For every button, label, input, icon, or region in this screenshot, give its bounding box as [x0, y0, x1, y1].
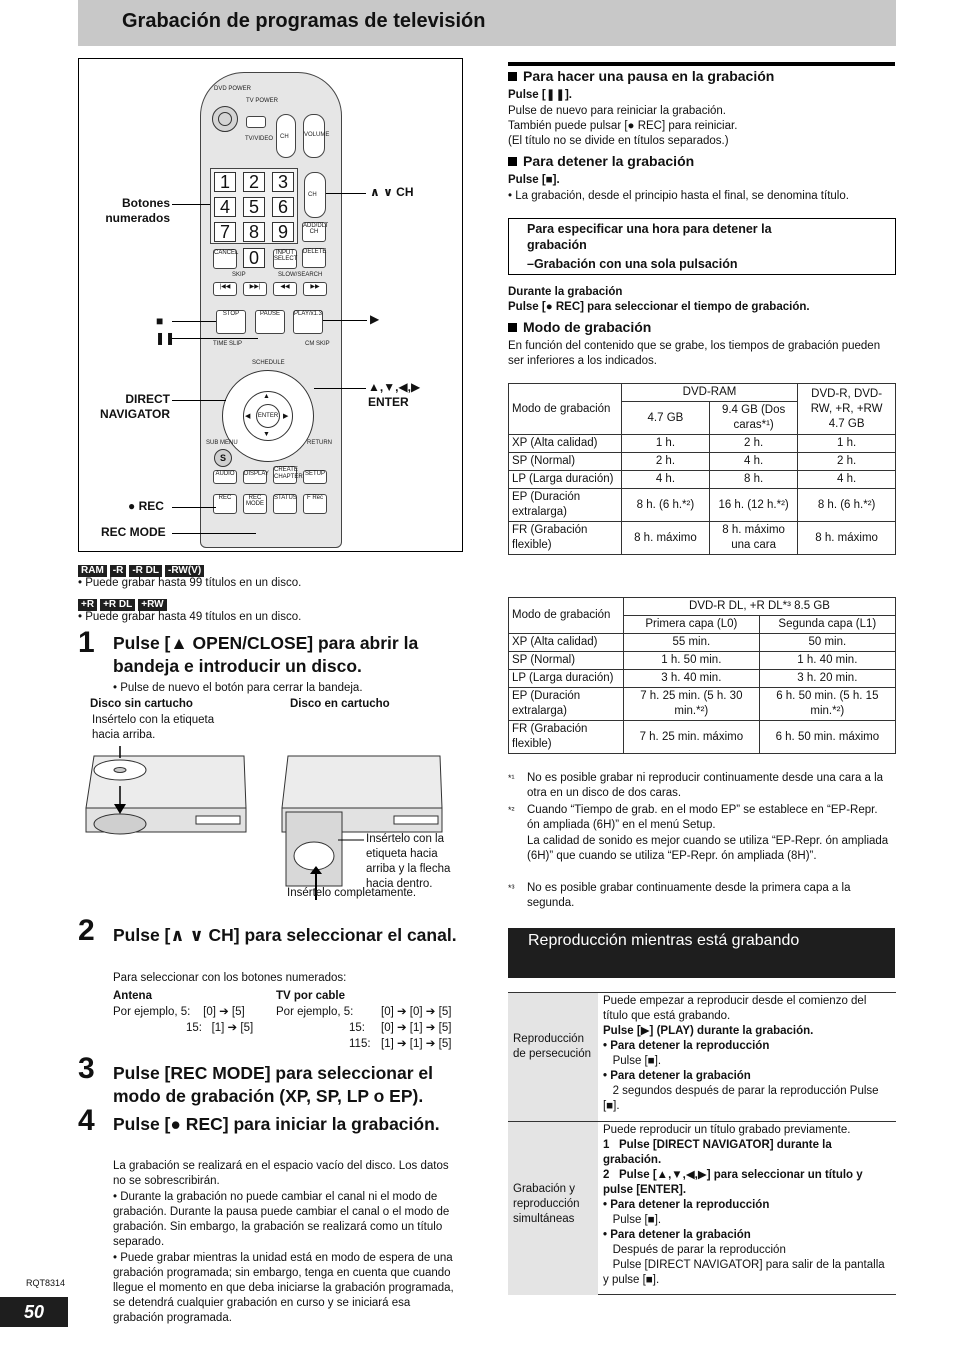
- rec-mode-key: REC MODE: [243, 494, 267, 514]
- simultaneous-line: • Para detener la reproducción: [603, 1199, 770, 1211]
- callout-line: [172, 533, 256, 534]
- footnote-2a: Cuando “Tiempo de grab. en el modo EP” se establece en “EP-Repr. ón ampliada (6H)” en el menú Setup.: [527, 804, 878, 831]
- step-4-bullet-2: • Puede grabar mientras la unidad está en modo de espera de una grabación programada; sin embargo, tenga en cuenta que cuando llegue el momento en que deba iniciarse la grabación programada, se detendrá cualquier grabación en curso y se iniciará esa grabación programada.: [113, 1252, 454, 1324]
- add-dlt-ch-key: ADD/DLT CH: [302, 222, 326, 242]
- step-2-heading: Pulse [∧ ∨ CH] para seleccionar el canal.: [113, 925, 457, 945]
- table-row: SP (Normal) 1 h. 50 min. 1 h. 40 min.: [509, 652, 896, 670]
- table-header: DVD-RAM: [621, 384, 797, 402]
- simultaneous-line: 2 Pulse [▲,▼,◀,▶] para seleccionar un título y pulse [ENTER].: [603, 1169, 866, 1196]
- chase-play-line: Pulse [▶] (PLAY) durante la grabación.: [603, 1025, 814, 1037]
- dvd-power-button: [212, 106, 238, 132]
- audio-key: AUDIO: [213, 470, 237, 484]
- table-row: XP (Alta calidad) 55 min. 50 min.: [509, 634, 896, 652]
- one-touch-subtitle: –Grabación con una sola pulsación: [527, 257, 738, 271]
- label-disc-no-cartridge: Disco sin cartucho: [90, 698, 193, 710]
- chase-play-label-cell: [508, 993, 598, 1121]
- number-key: 1: [214, 172, 236, 192]
- fast-forward-key: ▶▶: [303, 282, 327, 296]
- callout-line: [172, 338, 258, 339]
- rewind-key: ◀◀: [273, 282, 297, 296]
- shortcut-s-key: S: [214, 449, 232, 467]
- playback-table: [508, 992, 896, 1295]
- square-bullet-icon: [508, 157, 517, 166]
- number-key: 0: [243, 248, 265, 268]
- table-row: EP (Duración extralarga) 7 h. 25 min. (5 h. 30 min.*²) 6 h. 50 min. (5 h. 15 min.*²): [509, 688, 896, 721]
- mode-heading: Modo de grabación: [508, 319, 651, 335]
- enter-key: ENTER: [256, 404, 280, 428]
- remote-key-label: TV POWER: [246, 98, 279, 104]
- arrow-up-icon: ▲: [263, 393, 270, 400]
- cartridge-instruction-2: Insértelo completamente.: [287, 887, 417, 899]
- callout-play: ▶: [370, 312, 380, 326]
- simultaneous-line: Pulse [DIRECT NAVIGATOR] para salir de la pantalla y pulse [■].: [603, 1259, 888, 1286]
- document-code: RQT8314: [26, 1278, 66, 1288]
- antena-example-2: 15: [1] ➔ [5]: [186, 1022, 254, 1034]
- page-title: Grabación de programas de televisión: [122, 10, 486, 32]
- delete-key: DELETE: [302, 248, 326, 268]
- remote-key-label: SLOW/SEARCH: [278, 272, 323, 278]
- play-key: PLAY/x1.3: [293, 310, 323, 334]
- cable-example-label: Por ejemplo, 5:: [276, 1006, 354, 1018]
- disc-badge: +R: [78, 599, 97, 611]
- f-rec-key: F Rec: [303, 494, 327, 514]
- table-header: DVD-R, DVD-RW, +R, +RW 4.7 GB: [798, 384, 896, 435]
- callout-stop: ■: [156, 314, 164, 328]
- remote-key-label: CH: [280, 134, 289, 140]
- recording-time-table-1: [508, 383, 896, 555]
- step-2-number: 2: [78, 914, 95, 947]
- footnote-3: No es posible grabar continuamente desde la primera capa a la segunda.: [527, 882, 851, 909]
- pause-line-1: Pulse [❚❚].: [508, 89, 573, 101]
- callout-pause: ❚❚: [155, 331, 176, 345]
- setup-key: SETUP: [303, 470, 327, 484]
- step-3-heading: Pulse [REC MODE] para seleccionar el modo de grabación (XP, SP, LP o EP).: [113, 1063, 433, 1106]
- pause-key: PAUSE: [255, 310, 285, 334]
- table-header: Modo de grabación: [509, 384, 622, 435]
- page-number: 50: [0, 1297, 68, 1327]
- cable-example-value: [0] ➔ [0] ➔ [5]: [381, 1006, 452, 1018]
- disc-badges-group1: [78, 562, 207, 577]
- callout-direct-navigator: DIRECT NAVIGATOR: [99, 392, 170, 421]
- playback-section-heading: Reproducción mientras está grabando: [508, 928, 895, 978]
- footnote-marker: *¹: [508, 773, 515, 783]
- status-key: STATUS: [273, 494, 297, 514]
- table-row: EP (Duración extralarga) 8 h. (6 h.*²) 16 h. (12 h.*²) 8 h. (6 h.*²): [509, 489, 896, 522]
- remote-key-label: CH: [308, 192, 317, 198]
- footnote-marker: *²: [508, 805, 515, 815]
- remote-key-label: SCHEDULE: [252, 360, 285, 366]
- remote-key-label: CM SKIP: [305, 341, 330, 347]
- table-header: 9.4 GB (Dos caras*¹): [710, 402, 798, 435]
- number-key: 5: [243, 197, 265, 217]
- stop-line-1: Pulse [■].: [508, 174, 560, 186]
- step-4-bullet-1: • Durante la grabación no puede cambiar el canal ni el modo de grabación. Durante la pausa puede cambiar el canal o el modo de grabación. Sin embargo, la grabación se realizará como un título separado.: [113, 1191, 450, 1248]
- disc-badge: -R: [110, 565, 127, 577]
- table-header: Modo de grabación: [509, 598, 624, 634]
- disc-note-1: • Puede grabar hasta 99 títulos en un disco.: [78, 577, 302, 589]
- title-bar: [78, 0, 896, 46]
- table-row: FR (Grabación flexible) 7 h. 25 min. máximo 6 h. 50 min. máximo: [509, 721, 896, 754]
- simultaneous-line: 1 Pulse [DIRECT NAVIGATOR] durante la grabación.: [603, 1139, 835, 1166]
- chase-play-line: Puede empezar a reproducir desde el comienzo del título que está grabando.: [603, 995, 870, 1022]
- simultaneous-line: • Para detener la grabación: [603, 1229, 751, 1241]
- callout-line: [172, 321, 216, 322]
- disc-badges-group2: [78, 596, 170, 611]
- remote-key-label: RETURN: [307, 440, 332, 446]
- callout-line: [172, 204, 210, 205]
- during-line-1: Durante la grabación: [508, 286, 623, 298]
- step-4-paragraph: La grabación se realizará en el espacio vacío del disco. Los datos no se sobrescribirán.: [113, 1160, 449, 1187]
- step-4-heading: Pulse [● REC] para iniciar la grabación.: [113, 1114, 440, 1134]
- table-row: LP (Larga duración) 3 h. 40 min. 3 h. 20 min.: [509, 670, 896, 688]
- disc-note-2: • Puede grabar hasta 49 títulos en un disco.: [78, 611, 302, 623]
- simultaneous-description: [603, 1123, 893, 1288]
- remote-key-label: DVD POWER: [214, 86, 252, 92]
- arrow-right-icon: ▶: [283, 413, 289, 420]
- step-1-note: • Pulse de nuevo el botón para cerrar la bandeja.: [113, 682, 363, 694]
- tv-power-button: [246, 116, 266, 128]
- footnote-1: No es posible grabar ni reproducir continuamente desde una cara a la otra en un disco de dos caras.: [527, 772, 884, 799]
- chase-play-line: • Para detener la grabación: [603, 1070, 751, 1082]
- chase-play-line: 2 segundos después de parar la reproducción Pulse [■].: [603, 1085, 882, 1112]
- pause-line-4: (El título no se divide en títulos separados.): [508, 135, 729, 147]
- pause-line-2: Pulse de nuevo para reiniciar la grabación.: [508, 105, 726, 117]
- callout-line: [314, 388, 366, 389]
- chase-play-line: Pulse [■].: [603, 1055, 662, 1067]
- stop-line-2: • La grabación, desde el principio hasta el final, se denomina título.: [508, 190, 849, 202]
- callout-line: [326, 193, 366, 194]
- simultaneous-label: Grabación y reproducción simultáneas: [513, 1183, 580, 1225]
- pause-line-3: También puede pulsar [● REC] para reiniciar.: [508, 120, 738, 132]
- label-antena: Antena: [113, 990, 152, 1002]
- remote-key-label: VOLUME: [304, 132, 330, 138]
- step-2-intro: Para seleccionar con los botones numerados:: [113, 972, 347, 984]
- recording-time-table-2: [508, 597, 896, 754]
- number-key: 8: [243, 222, 265, 242]
- label-tv-cable: TV por cable: [276, 990, 346, 1002]
- number-key: 9: [272, 222, 294, 242]
- callout-line: [323, 320, 367, 321]
- step-1-number: 1: [78, 626, 95, 659]
- number-key: 4: [214, 197, 236, 217]
- disc-badge: RAM: [78, 565, 107, 577]
- number-key: 2: [243, 172, 265, 192]
- disc-badge: -RW(V): [165, 565, 204, 577]
- table-header: Segunda capa (L1): [759, 616, 895, 634]
- chase-play-line: • Para detener la reproducción: [603, 1040, 770, 1052]
- input-select-key: INPUT SELECT: [273, 249, 297, 269]
- callout-arrows-enter: ▲,▼,◀,▶ ENTER: [368, 380, 421, 409]
- table-header: 4.7 GB: [621, 402, 709, 435]
- mode-text: En función del contenido que se grabe, los tiempos de grabación pueden ser inferiores a los indicados.: [508, 340, 881, 367]
- square-bullet-icon: [508, 323, 517, 332]
- callout-line: [172, 507, 216, 508]
- chase-play-description: [603, 994, 893, 1114]
- table-row: XP (Alta calidad) 1 h. 2 h. 1 h.: [509, 435, 896, 453]
- callout-rec: ● REC: [128, 499, 164, 513]
- simultaneous-line: Puede reproducir un título grabado previamente.: [603, 1124, 851, 1136]
- remote-key-label: TV/VIDEO: [245, 136, 274, 142]
- number-key: 3: [272, 172, 294, 192]
- step-3-number: 3: [78, 1052, 95, 1085]
- callout-ch: ∧ ∨ CH: [370, 185, 414, 199]
- label-disc-cartridge: Disco en cartucho: [290, 698, 390, 710]
- footnote-marker: *³: [508, 883, 515, 893]
- callout-line: [172, 400, 226, 401]
- create-chapter-key: CREATE CHAPTER: [273, 466, 297, 484]
- remote-key-label: TIME SLIP: [213, 341, 243, 347]
- skip-forward-key: ▶▶|: [243, 282, 267, 296]
- table-row: FR (Grabación flexible) 8 h. máximo 8 h. máximo una cara 8 h. máximo: [509, 522, 896, 555]
- antena-example-1: Por ejemplo, 5: [0] ➔ [5]: [113, 1006, 245, 1018]
- one-touch-box: [508, 218, 896, 275]
- number-key: 7: [214, 222, 236, 242]
- disc-badge: -R DL: [129, 565, 162, 577]
- stop-heading: Para detener la grabación: [508, 153, 694, 169]
- pause-heading: Para hacer una pausa en la grabación: [508, 68, 774, 84]
- chase-play-label: Reproducción de persecución: [513, 1033, 591, 1060]
- display-key: DISPLAY: [243, 470, 267, 484]
- arrow-left-icon: ◀: [245, 413, 251, 420]
- callout-number-buttons: Botones numerados: [105, 196, 170, 225]
- cable-example-label: 15:: [349, 1022, 365, 1034]
- skip-back-key: |◀◀: [213, 282, 237, 296]
- table-header: Primera capa (L0): [624, 616, 760, 634]
- cable-example-value: [0] ➔ [1] ➔ [5]: [381, 1022, 452, 1034]
- stop-key: STOP: [216, 310, 246, 334]
- cable-example-label: 115:: [349, 1038, 371, 1050]
- disc-badge: +RW: [138, 599, 166, 611]
- number-key: 6: [272, 197, 294, 217]
- simultaneous-label-cell: [508, 1122, 598, 1295]
- remote-key-label: SKIP: [232, 272, 246, 278]
- table-row: LP (Larga duración) 4 h. 8 h. 4 h.: [509, 471, 896, 489]
- square-bullet-icon: [508, 72, 517, 81]
- one-touch-title: Para especificar una hora para detener la grabación: [527, 222, 772, 252]
- step-4-number: 4: [78, 1104, 95, 1137]
- cable-example-value: [1] ➔ [1] ➔ [5]: [381, 1038, 452, 1050]
- table-header: DVD-R DL, +R DL*³ 8.5 GB: [624, 598, 896, 616]
- footnote-2b: La calidad de sonido es mejor cuando se utiliza “EP-Repr. ón ampliada (6H)” que cuando se utiliza “EP-Repr. ón ampliada (8H)”.: [527, 835, 889, 862]
- arrow-down-icon: ▼: [263, 431, 270, 438]
- during-line-2: Pulse [● REC] para seleccionar el tiempo de grabación.: [508, 301, 810, 313]
- simultaneous-line: Después de parar la reproducción: [603, 1244, 786, 1256]
- section-rule: [508, 62, 895, 66]
- cartridge-instruction: Insértelo con la etiqueta hacia arriba y la flecha hacia dentro.: [366, 833, 451, 890]
- simultaneous-line: Pulse [■].: [603, 1214, 662, 1226]
- rec-key: REC: [213, 494, 237, 514]
- callout-rec-mode: REC MODE: [101, 525, 166, 539]
- disc-badge: +R DL: [100, 599, 135, 611]
- step-1-heading: Pulse [▲ OPEN/CLOSE] para abrir la bandeja e introducir un disco.: [113, 633, 419, 676]
- cancel-key: CANCEL: [213, 249, 237, 269]
- no-cartridge-instruction: Insértelo con la etiqueta hacia arriba.: [92, 714, 215, 741]
- table-row: SP (Normal) 2 h. 4 h. 2 h.: [509, 453, 896, 471]
- remote-key-label: SUB MENU: [206, 440, 238, 446]
